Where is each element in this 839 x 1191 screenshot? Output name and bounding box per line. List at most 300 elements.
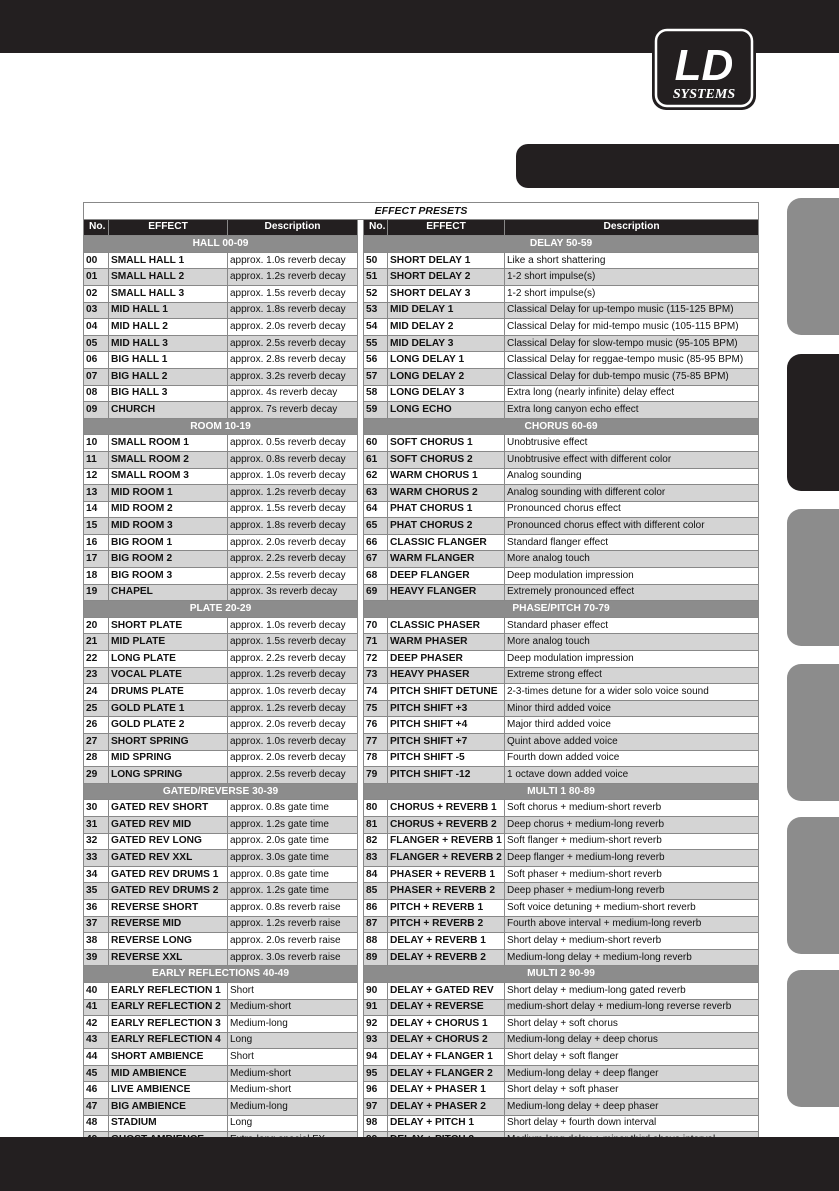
preset-effect-name: SOFT CHORUS 2 [388, 451, 505, 468]
preset-effect-name: SHORT DELAY 2 [388, 269, 505, 286]
preset-description: Medium-long delay + deep chorus [505, 1032, 759, 1049]
logo-systems-text: SYSTEMS [672, 87, 736, 102]
preset-description: Medium-short [228, 999, 358, 1016]
table-row [84, 750, 759, 767]
preset-effect-name: DELAY + FLANGER 2 [388, 1065, 505, 1082]
preset-number: 72 [364, 651, 388, 668]
side-tab-1[interactable] [787, 198, 839, 335]
preset-effect-name: MID HALL 1 [109, 302, 228, 319]
side-tab-5[interactable] [787, 817, 839, 954]
preset-number: 74 [364, 684, 388, 701]
preset-effect-name: REVERSE LONG [109, 933, 228, 950]
preset-description: Analog sounding [505, 468, 759, 485]
preset-description: More analog touch [505, 634, 759, 651]
preset-description: Deep modulation impression [505, 651, 759, 668]
preset-description: 1-2 short impulse(s) [505, 285, 759, 302]
preset-number: 27 [84, 734, 109, 751]
preset-effect-name: BIG ROOM 2 [109, 551, 228, 568]
preset-effect-name: BIG HALL 1 [109, 352, 228, 369]
preset-description: Soft flanger + medium-short reverb [505, 833, 759, 850]
preset-number: 06 [84, 352, 109, 369]
table-row [84, 1016, 759, 1033]
preset-effect-name: REVERSE SHORT [109, 899, 228, 916]
preset-number: 32 [84, 833, 109, 850]
preset-description: Like a short shattering [505, 252, 759, 269]
preset-number: 66 [364, 534, 388, 551]
category-header-right: PHASE/PITCH 70-79 [364, 601, 759, 618]
preset-description: Major third added voice [505, 717, 759, 734]
preset-number: 70 [364, 617, 388, 634]
preset-effect-name: FLANGER + REVERB 1 [388, 833, 505, 850]
preset-description: Soft chorus + medium-short reverb [505, 800, 759, 817]
preset-number: 79 [364, 767, 388, 784]
preset-effect-name: CHORUS + REVERB 2 [388, 816, 505, 833]
category-header-right: CHORUS 60-69 [364, 418, 759, 435]
preset-number: 35 [84, 883, 109, 900]
preset-description: approx. 1.0s reverb decay [228, 617, 358, 634]
table-row [84, 385, 759, 402]
preset-effect-name: SMALL HALL 1 [109, 252, 228, 269]
preset-description: Quint above added voice [505, 734, 759, 751]
header-description-left: Description [228, 219, 358, 236]
table-row [84, 1065, 759, 1082]
preset-number: 95 [364, 1065, 388, 1082]
preset-description: approx. 1.2s reverb raise [228, 916, 358, 933]
preset-number: 19 [84, 584, 109, 601]
preset-description: Short delay + soft flanger [505, 1049, 759, 1066]
table-row [84, 667, 759, 684]
preset-effect-name: BIG ROOM 3 [109, 568, 228, 585]
preset-effect-name: EARLY REFLECTION 3 [109, 1016, 228, 1033]
preset-effect-name: PHASER + REVERB 1 [388, 866, 505, 883]
category-header-left: GATED/REVERSE 30-39 [84, 783, 358, 800]
table-row [84, 402, 759, 419]
preset-number: 42 [84, 1016, 109, 1033]
preset-effect-name: SHORT DELAY 3 [388, 285, 505, 302]
preset-effect-name: PHAT CHORUS 1 [388, 501, 505, 518]
preset-description: approx. 2.5s reverb decay [228, 767, 358, 784]
table-row [84, 335, 759, 352]
preset-effect-name: SMALL ROOM 3 [109, 468, 228, 485]
table-title: EFFECT PRESETS [84, 203, 759, 220]
preset-description: Medium-long [228, 1099, 358, 1116]
table-row [84, 999, 759, 1016]
preset-effect-name: DELAY + REVERB 1 [388, 933, 505, 950]
preset-number: 22 [84, 651, 109, 668]
preset-effect-name: WARM FLANGER [388, 551, 505, 568]
preset-effect-name: BIG HALL 3 [109, 385, 228, 402]
side-tab-6[interactable] [787, 970, 839, 1107]
table-row [84, 352, 759, 369]
preset-number: 90 [364, 982, 388, 999]
preset-number: 92 [364, 1016, 388, 1033]
preset-effect-name: LONG DELAY 2 [388, 368, 505, 385]
bottom-bar [0, 1137, 839, 1191]
preset-description: approx. 1.8s reverb decay [228, 302, 358, 319]
preset-description: approx. 0.5s reverb decay [228, 435, 358, 452]
preset-effect-name: BIG ROOM 1 [109, 534, 228, 551]
table-row [84, 435, 759, 452]
preset-description: Unobtrusive effect [505, 435, 759, 452]
preset-effect-name: PITCH SHIFT +7 [388, 734, 505, 751]
preset-effect-name: LONG DELAY 1 [388, 352, 505, 369]
preset-number: 48 [84, 1115, 109, 1132]
preset-number: 02 [84, 285, 109, 302]
preset-number: 39 [84, 949, 109, 966]
preset-effect-name: MID ROOM 3 [109, 518, 228, 535]
preset-description: 2-3-times detune for a wider solo voice sound [505, 684, 759, 701]
preset-description: Unobtrusive effect with different color [505, 451, 759, 468]
category-header-right: MULTI 1 80-89 [364, 783, 759, 800]
ld-systems-logo [651, 25, 757, 111]
preset-description: Minor third added voice [505, 700, 759, 717]
preset-effect-name: SHORT AMBIENCE [109, 1049, 228, 1066]
preset-number: 45 [84, 1065, 109, 1082]
preset-number: 97 [364, 1099, 388, 1116]
preset-effect-name: DELAY + REVERSE [388, 999, 505, 1016]
preset-number: 84 [364, 866, 388, 883]
table-row [84, 634, 759, 651]
preset-number: 78 [364, 750, 388, 767]
preset-effect-name: SOFT CHORUS 1 [388, 435, 505, 452]
preset-number: 63 [364, 485, 388, 502]
table-row [84, 617, 759, 634]
side-tab-3[interactable] [787, 509, 839, 646]
preset-effect-name: DELAY + PHASER 1 [388, 1082, 505, 1099]
preset-description: Long [228, 1032, 358, 1049]
table-row [84, 899, 759, 916]
preset-description: Deep chorus + medium-long reverb [505, 816, 759, 833]
table-row [84, 518, 759, 535]
preset-description: Deep modulation impression [505, 568, 759, 585]
preset-description: approx. 4s reverb decay [228, 385, 358, 402]
preset-number: 76 [364, 717, 388, 734]
preset-description: approx. 2.5s reverb decay [228, 335, 358, 352]
table-row [84, 534, 759, 551]
preset-description: approx. 3.0s reverb raise [228, 949, 358, 966]
preset-number: 80 [364, 800, 388, 817]
preset-effect-name: LONG ECHO [388, 402, 505, 419]
table-row [84, 833, 759, 850]
preset-number: 31 [84, 816, 109, 833]
table-row [84, 1032, 759, 1049]
category-header-left: PLATE 20-29 [84, 601, 358, 618]
preset-effect-name: HEAVY FLANGER [388, 584, 505, 601]
preset-effect-name: GOLD PLATE 2 [109, 717, 228, 734]
preset-number: 07 [84, 368, 109, 385]
preset-number: 44 [84, 1049, 109, 1066]
table-row [84, 451, 759, 468]
preset-number: 08 [84, 385, 109, 402]
preset-description: Fourth down added voice [505, 750, 759, 767]
preset-description: approx. 2.2s reverb decay [228, 551, 358, 568]
category-header-left: EARLY REFLECTIONS 40-49 [84, 966, 358, 983]
preset-description: Standard flanger effect [505, 534, 759, 551]
preset-number: 14 [84, 501, 109, 518]
preset-description: Short delay + soft phaser [505, 1082, 759, 1099]
preset-description: Short delay + fourth down interval [505, 1115, 759, 1132]
table-row [84, 982, 759, 999]
preset-number: 60 [364, 435, 388, 452]
preset-description: approx. 1.5s reverb decay [228, 634, 358, 651]
table-row [84, 468, 759, 485]
preset-effect-name: SHORT SPRING [109, 734, 228, 751]
preset-description: approx. 1.2s reverb decay [228, 700, 358, 717]
preset-effect-name: PITCH SHIFT +4 [388, 717, 505, 734]
preset-description: approx. 2.0s gate time [228, 833, 358, 850]
preset-effect-name: REVERSE XXL [109, 949, 228, 966]
preset-number: 09 [84, 402, 109, 419]
preset-number: 65 [364, 518, 388, 535]
preset-effect-name: DELAY + FLANGER 1 [388, 1049, 505, 1066]
preset-effect-name: PITCH + REVERB 1 [388, 899, 505, 916]
preset-description: approx. 1.0s reverb decay [228, 252, 358, 269]
preset-effect-name: MID DELAY 1 [388, 302, 505, 319]
preset-number: 18 [84, 568, 109, 585]
preset-number: 38 [84, 933, 109, 950]
preset-number: 81 [364, 816, 388, 833]
table-row [84, 916, 759, 933]
preset-description: Extremely pronounced effect [505, 584, 759, 601]
preset-effect-name: MID ROOM 2 [109, 501, 228, 518]
preset-number: 88 [364, 933, 388, 950]
preset-number: 56 [364, 352, 388, 369]
preset-description: Medium-short [228, 1065, 358, 1082]
preset-description: Long [228, 1115, 358, 1132]
table-row [84, 717, 759, 734]
preset-number: 82 [364, 833, 388, 850]
preset-description: approx. 1.2s reverb decay [228, 269, 358, 286]
preset-number: 13 [84, 485, 109, 502]
preset-number: 34 [84, 866, 109, 883]
preset-description: approx. 1.5s reverb decay [228, 501, 358, 518]
preset-effect-name: CHURCH [109, 402, 228, 419]
preset-number: 36 [84, 899, 109, 916]
preset-number: 05 [84, 335, 109, 352]
preset-description: Classical Delay for reggae-tempo music (85-95 BPM) [505, 352, 759, 369]
preset-description: Deep phaser + medium-long reverb [505, 883, 759, 900]
preset-effect-name: PITCH SHIFT DETUNE [388, 684, 505, 701]
preset-effect-name: DELAY + GATED REV [388, 982, 505, 999]
preset-number: 87 [364, 916, 388, 933]
preset-effect-name: PITCH + REVERB 2 [388, 916, 505, 933]
preset-number: 50 [364, 252, 388, 269]
preset-number: 61 [364, 451, 388, 468]
preset-description: approx. 1.2s reverb decay [228, 667, 358, 684]
preset-number: 10 [84, 435, 109, 452]
preset-number: 23 [84, 667, 109, 684]
preset-description: approx. 1.2s gate time [228, 883, 358, 900]
preset-number: 37 [84, 916, 109, 933]
preset-number: 40 [84, 982, 109, 999]
category-header-left: ROOM 10-19 [84, 418, 358, 435]
category-row [84, 783, 759, 800]
table-row [84, 485, 759, 502]
preset-description: Fourth above interval + medium-long reverb [505, 916, 759, 933]
preset-number: 57 [364, 368, 388, 385]
preset-effect-name: REVERSE MID [109, 916, 228, 933]
preset-effect-name: CLASSIC PHASER [388, 617, 505, 634]
preset-description: approx. 7s reverb decay [228, 402, 358, 419]
preset-number: 25 [84, 700, 109, 717]
preset-number: 86 [364, 899, 388, 916]
preset-effect-name: MID ROOM 1 [109, 485, 228, 502]
preset-effect-name: FLANGER + REVERB 2 [388, 850, 505, 867]
preset-effect-name: SMALL ROOM 2 [109, 451, 228, 468]
preset-effect-name: MID SPRING [109, 750, 228, 767]
preset-effect-name: MID HALL 2 [109, 319, 228, 336]
table-row [84, 1082, 759, 1099]
preset-effect-name: DELAY + PHASER 2 [388, 1099, 505, 1116]
preset-number: 21 [84, 634, 109, 651]
preset-effect-name: SMALL HALL 3 [109, 285, 228, 302]
preset-description: Extra long (nearly infinite) delay effect [505, 385, 759, 402]
preset-effect-name: CHORUS + REVERB 1 [388, 800, 505, 817]
preset-effect-name: SMALL HALL 2 [109, 269, 228, 286]
preset-description: Medium-long delay + deep flanger [505, 1065, 759, 1082]
preset-number: 26 [84, 717, 109, 734]
side-tab-4[interactable] [787, 664, 839, 801]
preset-number: 77 [364, 734, 388, 751]
preset-number: 00 [84, 252, 109, 269]
preset-description: Classical Delay for slow-tempo music (95-105 BPM) [505, 335, 759, 352]
preset-number: 62 [364, 468, 388, 485]
preset-effect-name: LONG PLATE [109, 651, 228, 668]
preset-description: approx. 3.0s gate time [228, 850, 358, 867]
preset-number: 46 [84, 1082, 109, 1099]
table-row [84, 883, 759, 900]
preset-number: 20 [84, 617, 109, 634]
preset-number: 28 [84, 750, 109, 767]
preset-description: approx. 2.0s reverb decay [228, 534, 358, 551]
preset-effect-name: PHASER + REVERB 2 [388, 883, 505, 900]
category-header-left: HALL 00-09 [84, 236, 358, 253]
effect-presets-table [83, 202, 759, 1149]
preset-number: 54 [364, 319, 388, 336]
preset-description: approx. 3s reverb decay [228, 584, 358, 601]
preset-effect-name: SMALL ROOM 1 [109, 435, 228, 452]
preset-number: 03 [84, 302, 109, 319]
preset-number: 52 [364, 285, 388, 302]
preset-description: Short delay + medium-long gated reverb [505, 982, 759, 999]
section-header-tab [516, 144, 839, 188]
table-row [84, 551, 759, 568]
preset-description: Short delay + medium-short reverb [505, 933, 759, 950]
preset-number: 51 [364, 269, 388, 286]
table-header-row [84, 219, 759, 236]
preset-number: 43 [84, 1032, 109, 1049]
preset-number: 41 [84, 999, 109, 1016]
header-effect-right: EFFECT [388, 219, 505, 236]
preset-effect-name: MID DELAY 2 [388, 319, 505, 336]
header-no-left: No. [84, 219, 109, 236]
preset-effect-name: WARM CHORUS 1 [388, 468, 505, 485]
preset-number: 67 [364, 551, 388, 568]
preset-description: Medium-long [228, 1016, 358, 1033]
header-no-right: No. [364, 219, 388, 236]
table-row [84, 568, 759, 585]
preset-description: Extreme strong effect [505, 667, 759, 684]
preset-effect-name: PITCH SHIFT -12 [388, 767, 505, 784]
preset-number: 53 [364, 302, 388, 319]
preset-description: 1 octave down added voice [505, 767, 759, 784]
preset-description: approx. 2.0s reverb raise [228, 933, 358, 950]
preset-effect-name: DRUMS PLATE [109, 684, 228, 701]
table-row [84, 866, 759, 883]
preset-effect-name: BIG HALL 2 [109, 368, 228, 385]
preset-number: 15 [84, 518, 109, 535]
preset-number: 73 [364, 667, 388, 684]
preset-number: 69 [364, 584, 388, 601]
preset-description: approx. 1.2s reverb decay [228, 485, 358, 502]
table-row [84, 1049, 759, 1066]
preset-effect-name: STADIUM [109, 1115, 228, 1132]
preset-description: approx. 0.8s reverb decay [228, 451, 358, 468]
preset-effect-name: HEAVY PHASER [388, 667, 505, 684]
preset-effect-name: EARLY REFLECTION 1 [109, 982, 228, 999]
preset-effect-name: GATED REV SHORT [109, 800, 228, 817]
preset-effect-name: SHORT DELAY 1 [388, 252, 505, 269]
preset-effect-name: LONG SPRING [109, 767, 228, 784]
table-row [84, 501, 759, 518]
preset-effect-name: DEEP PHASER [388, 651, 505, 668]
preset-description: Classical Delay for dub-tempo music (75-85 BPM) [505, 368, 759, 385]
preset-number: 01 [84, 269, 109, 286]
preset-effect-name: PITCH SHIFT +3 [388, 700, 505, 717]
preset-effect-name: EARLY REFLECTION 4 [109, 1032, 228, 1049]
category-row [84, 418, 759, 435]
table-row [84, 252, 759, 269]
preset-description: Medium-short [228, 1082, 358, 1099]
preset-number: 89 [364, 949, 388, 966]
preset-effect-name: MID DELAY 3 [388, 335, 505, 352]
preset-number: 29 [84, 767, 109, 784]
preset-effect-name: WARM CHORUS 2 [388, 485, 505, 502]
preset-number: 24 [84, 684, 109, 701]
preset-number: 04 [84, 319, 109, 336]
preset-number: 83 [364, 850, 388, 867]
preset-effect-name: EARLY REFLECTION 2 [109, 999, 228, 1016]
preset-effect-name: MID AMBIENCE [109, 1065, 228, 1082]
preset-effect-name: CLASSIC FLANGER [388, 534, 505, 551]
table-row [84, 700, 759, 717]
preset-description: approx. 1.0s reverb decay [228, 468, 358, 485]
preset-number: 58 [364, 385, 388, 402]
preset-description: Deep flanger + medium-long reverb [505, 850, 759, 867]
side-tab-2-active[interactable] [787, 354, 839, 491]
preset-effect-name: WARM PHASER [388, 634, 505, 651]
preset-description: Classical Delay for up-tempo music (115-125 BPM) [505, 302, 759, 319]
category-header-right: MULTI 2 90-99 [364, 966, 759, 983]
preset-number: 33 [84, 850, 109, 867]
table-row [84, 1099, 759, 1116]
table-row [84, 319, 759, 336]
table-title-row [84, 203, 759, 220]
preset-description: More analog touch [505, 551, 759, 568]
preset-number: 75 [364, 700, 388, 717]
preset-description: Standard phaser effect [505, 617, 759, 634]
table-row [84, 302, 759, 319]
preset-effect-name: GATED REV DRUMS 2 [109, 883, 228, 900]
preset-description: approx. 2.0s reverb decay [228, 717, 358, 734]
preset-number: 94 [364, 1049, 388, 1066]
preset-description: approx. 3.2s reverb decay [228, 368, 358, 385]
table-row [84, 734, 759, 751]
table-row [84, 949, 759, 966]
preset-effect-name: PHAT CHORUS 2 [388, 518, 505, 535]
preset-description: approx. 2.2s reverb decay [228, 651, 358, 668]
preset-description: approx. 1.0s reverb decay [228, 734, 358, 751]
